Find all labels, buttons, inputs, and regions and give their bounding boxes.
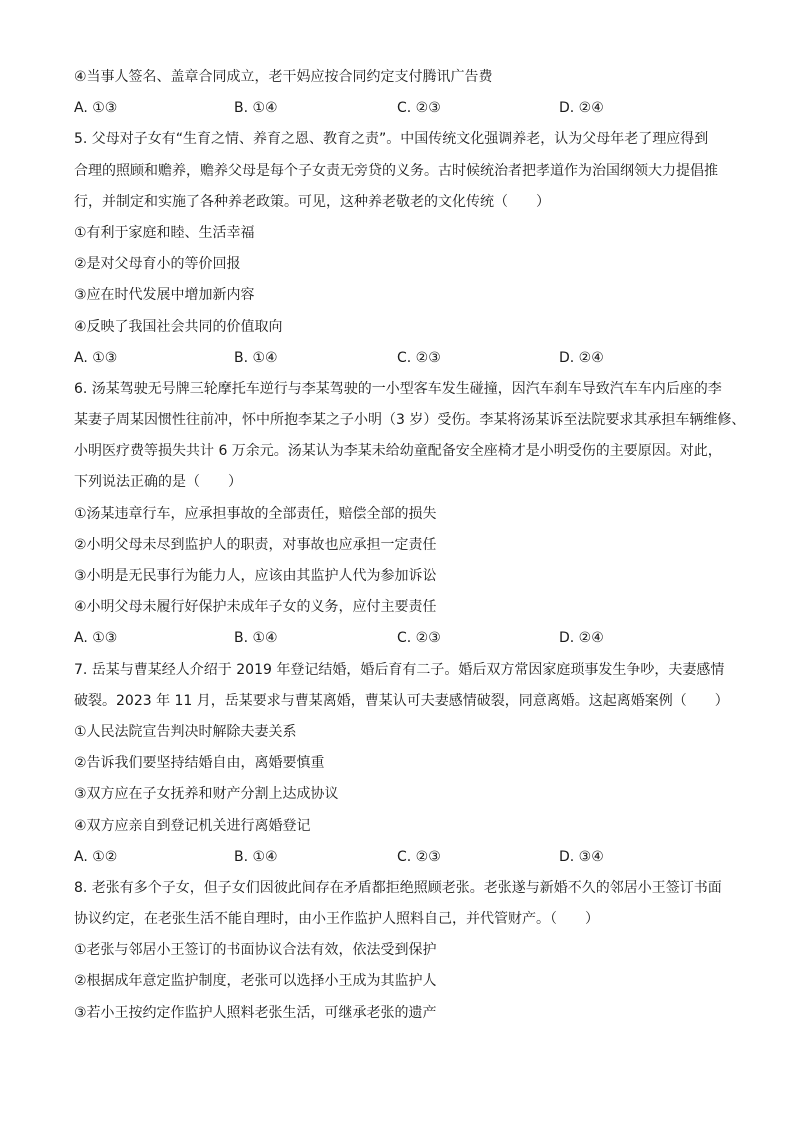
statement-item: ①人民法院宣告判决时解除夫妻关系	[74, 723, 297, 740]
statement-item: ②小明父母未尽到监护人的职责，对事故也应承担一定责任	[74, 536, 437, 553]
option-c: C. ②③	[397, 630, 441, 647]
option-a: A. ①③	[74, 100, 118, 117]
option-d: D. ②④	[559, 630, 604, 647]
text-line: 小明医疗费等损失共计 6 万余元。汤某认为李某未给幼童配备安全座椅才是小明受伤的主要原因。对此，	[74, 443, 722, 460]
question-stem-line: 8. 老张有多个子女，但子女们因彼此间存在矛盾都拒绝照顾老张。老张遂与新婚不久的邻居小王签订书面	[74, 879, 722, 896]
option-d: D. ③④	[559, 848, 604, 865]
statement-item: ③小明是无民事行为能力人，应该由其监护人代为参加诉讼	[74, 568, 437, 584]
option-b: B. ①④	[234, 630, 278, 647]
question-stem-line: 7. 岳某与曹某经人介绍于 2019 年登记结婚，婚后育有二子。婚后双方常因家庭琐事发生争吵，夫妻感情	[74, 661, 725, 678]
statement-item: ③双方应在子女抚养和财产分割上达成协议	[74, 786, 339, 803]
statement-item: ④小明父母未履行好保护未成年子女的义务，应付主要责任	[74, 599, 437, 616]
statement-item: ②告诉我们要坚持结婚自由，离婚要慎重	[74, 755, 325, 772]
text-line: 合理的照顾和赡养，赡养父母是每个子女责无旁贷的义务。古时候统治者把孝道作为治国纲领大力提倡推	[74, 162, 718, 179]
statement-item: ④当事人签名、盖章合同成立，老干妈应按合同约定支付腾讯广告费	[74, 69, 493, 85]
option-d: D. ②④	[559, 349, 604, 366]
option-d: D. ②④	[559, 100, 604, 117]
statement-item: ①汤某违章行车，应承担事故的全部责任，赔偿全部的损失	[74, 505, 437, 522]
question-stem-line: 6. 汤某驾驶无号牌三轮摩托车逆行与李某驾驶的一小型客车发生碰撞，因汽车刹车导致汽车车内后座的李	[74, 380, 722, 397]
option-a: A. ①②	[74, 848, 118, 865]
text-line: 某妻子周某因惯性往前冲，怀中所抱李某之子小明（3 岁）受伤。李某将汤某诉至法院要求其承担车辆维修、	[74, 412, 746, 429]
text-line: 下列说法正确的是（ ）	[74, 474, 242, 491]
answer-options	[74, 842, 724, 873]
answer-options	[74, 623, 724, 654]
statement-item: ③若小王按约定作监护人照料老张生活，可继承老张的遗产	[74, 1004, 437, 1021]
option-c: C. ②③	[397, 100, 441, 117]
statement-item: ②根据成年意定监护制度，老张可以选择小王成为其监护人	[74, 973, 437, 990]
option-a: A. ①③	[74, 630, 118, 647]
option-b: B. ①④	[234, 848, 278, 865]
option-b: B. ①④	[234, 349, 278, 366]
option-c: C. ②③	[397, 349, 441, 366]
document-body	[74, 62, 746, 1029]
statement-item: ④双方应亲自到登记机关进行离婚登记	[74, 817, 311, 834]
option-b: B. ①④	[234, 100, 278, 117]
statement-item: ①有利于家庭和睦、生活幸福	[74, 224, 255, 241]
statement-item: ①老张与邻居小王签订的书面协议合法有效，依法受到保护	[74, 942, 437, 959]
text-line: 破裂。2023 年 11 月，岳某要求与曹某离婚，曹某认可夫妻感情破裂，同意离婚。这起离婚案例（ ）	[74, 692, 729, 709]
option-c: C. ②③	[397, 848, 441, 865]
answer-options	[74, 343, 724, 374]
statement-item: ④反映了我国社会共同的价值取向	[74, 318, 283, 335]
statement-item: ②是对父母育小的等价回报	[74, 256, 241, 273]
statement-item: ③应在时代发展中增加新内容	[74, 287, 255, 304]
question-stem-line: 5. 父母对子女有“生育之情、养育之恩、教育之责”。中国传统文化强调养老，认为父母年老了理应得到	[74, 131, 709, 148]
answer-options	[74, 93, 724, 124]
text-line: 行，并制定和实施了各种养老政策。可见，这种养老敬老的文化传统（ ）	[74, 193, 550, 210]
option-a: A. ①③	[74, 349, 118, 366]
text-line: 协议约定，在老张生活不能自理时，由小王作监护人照料自己，并代管财产。（ ）	[74, 911, 599, 928]
